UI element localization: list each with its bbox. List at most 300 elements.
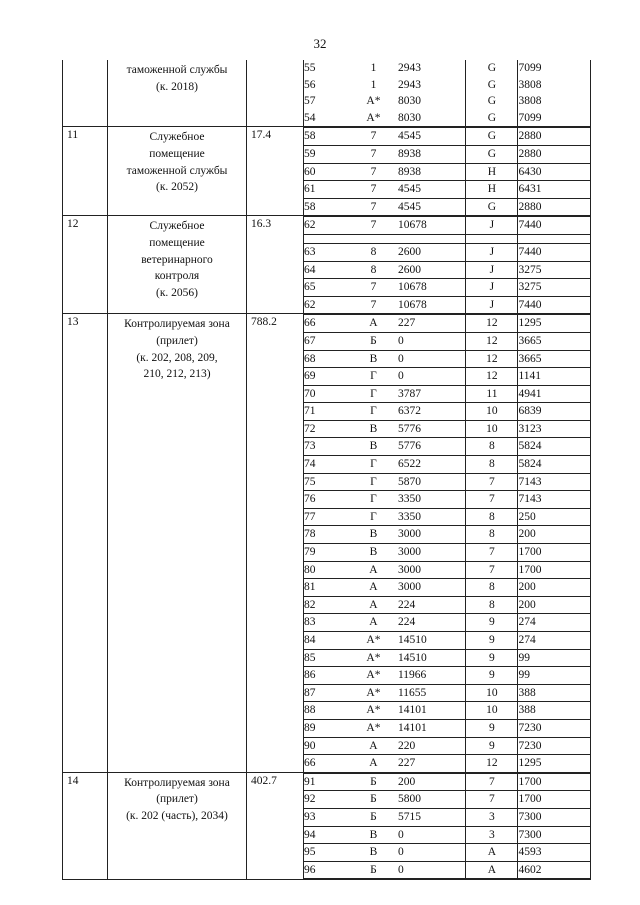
point-number: 69 <box>304 368 349 386</box>
point-row <box>304 791 590 809</box>
point-x: 5800 <box>398 791 466 809</box>
point-x: 0 <box>398 861 466 879</box>
point-row <box>304 456 590 474</box>
premises-name-line: (прилет) <box>156 334 198 347</box>
point-y: 4941 <box>518 385 590 403</box>
point-y: 6430 <box>518 163 590 181</box>
point-number: 90 <box>304 737 349 755</box>
point-y: 3808 <box>518 95 542 108</box>
point-number: 94 <box>304 826 349 844</box>
point-mark: А <box>349 315 398 333</box>
premises-name <box>108 772 247 880</box>
point-letter: 12 <box>466 315 518 333</box>
point-letter: 8 <box>466 508 518 526</box>
point-mark: Г <box>349 456 398 474</box>
item-number <box>63 60 108 127</box>
point-y: 3808 <box>518 78 542 91</box>
point-number: 79 <box>304 544 349 562</box>
point-mark: 7 <box>349 128 398 146</box>
point-letter: 9 <box>466 632 518 650</box>
premises-name-line: 210, 212, 213) <box>143 368 211 381</box>
point-letter: 9 <box>466 667 518 685</box>
point-mark: А <box>349 561 398 579</box>
point-x: 5776 <box>398 438 466 456</box>
point-y: 99 <box>518 649 590 667</box>
point-row <box>304 667 590 685</box>
point-row <box>304 526 590 544</box>
point-y: 7440 <box>518 243 590 261</box>
point-mark: В <box>349 826 398 844</box>
point-number: 86 <box>304 667 349 685</box>
table-group-row <box>63 60 591 127</box>
point-mark: А <box>349 596 398 614</box>
point-row <box>304 315 590 333</box>
point-y: 7099 <box>518 62 542 74</box>
point-number: 63 <box>304 243 349 261</box>
point-row <box>304 596 590 614</box>
table-group-row <box>63 216 591 314</box>
premises-name-line: таможенной службы <box>126 164 228 177</box>
point-x: 8938 <box>398 145 466 163</box>
point-letter: 7 <box>466 773 518 791</box>
point-letter: 8 <box>466 596 518 614</box>
point-row <box>304 491 590 509</box>
point-row <box>304 77 590 94</box>
premises-name-line: (к. 202, 208, 209, <box>136 351 218 364</box>
point-x: 0 <box>398 350 466 368</box>
point-x: 224 <box>398 596 466 614</box>
point-number: 60 <box>304 163 349 181</box>
point-mark: 7 <box>349 198 398 215</box>
point-x: 14101 <box>398 702 466 720</box>
point-mark: А* <box>349 702 398 720</box>
point-y: 3665 <box>518 350 590 368</box>
point-x: 3000 <box>398 526 466 544</box>
premises-name-line: (к. 2052) <box>156 181 198 194</box>
point-letter: 10 <box>466 403 518 421</box>
point-y: 3275 <box>518 261 590 279</box>
point-letter: G <box>466 145 518 163</box>
premises-name-line: Контролируемая зона <box>124 776 230 789</box>
item-number: 11 <box>63 127 108 216</box>
point-mark: А <box>349 737 398 755</box>
point-number: 55 <box>304 62 316 74</box>
point-number: 93 <box>304 808 349 826</box>
point-number: 54 <box>304 111 316 124</box>
point-letter: J <box>466 279 518 297</box>
point-letter: G <box>466 77 518 94</box>
point-y: 3665 <box>518 332 590 350</box>
point-y: 1700 <box>518 791 590 809</box>
point-row <box>304 544 590 562</box>
point-x: 10678 <box>398 296 466 313</box>
point-y: 388 <box>518 684 590 702</box>
point-row <box>304 128 590 146</box>
point-letter: 7 <box>466 544 518 562</box>
point-row <box>304 110 590 127</box>
point-letter: 3 <box>466 826 518 844</box>
point-row <box>304 243 590 261</box>
point-x: 3787 <box>398 385 466 403</box>
point-letter: 7 <box>466 491 518 509</box>
coordinate-points <box>304 60 590 126</box>
point-x: 10678 <box>398 279 466 297</box>
premises-name <box>108 216 247 314</box>
point-x: 10678 <box>398 217 466 235</box>
point-number: 72 <box>304 420 349 438</box>
area-value: 17.4 <box>247 127 304 216</box>
point-x: 8030 <box>398 93 466 110</box>
point-row <box>304 296 590 313</box>
point-number: 92 <box>304 791 349 809</box>
point-x: 14101 <box>398 719 466 737</box>
point-y: 2880 <box>518 145 590 163</box>
point-x: 5870 <box>398 473 466 491</box>
point-row <box>304 702 590 720</box>
point-row <box>304 579 590 597</box>
premises-name-line: (к. 2056) <box>156 286 198 299</box>
premises-name-line: контроля <box>154 270 200 283</box>
point-x: 3000 <box>398 561 466 579</box>
point-number: 73 <box>304 438 349 456</box>
point-letter: 10 <box>466 684 518 702</box>
point-y: 1141 <box>518 368 590 386</box>
point-mark: А <box>349 755 398 772</box>
item-number: 14 <box>63 772 108 880</box>
point-row <box>304 93 590 110</box>
point-y: 4602 <box>518 861 590 879</box>
point-x: 2943 <box>398 60 466 77</box>
point-row <box>304 198 590 215</box>
point-y: 2880 <box>518 128 590 146</box>
point-y: 6839 <box>518 403 590 421</box>
point-number: 59 <box>304 145 349 163</box>
point-letter: 11 <box>466 385 518 403</box>
point-row <box>304 145 590 163</box>
point-x: 14510 <box>398 632 466 650</box>
point-mark: 1 <box>370 78 377 91</box>
point-number: 68 <box>304 350 349 368</box>
point-y: 250 <box>518 508 590 526</box>
point-number: 82 <box>304 596 349 614</box>
point-number: 64 <box>304 261 349 279</box>
point-number: 56 <box>304 78 316 91</box>
point-number: 91 <box>304 773 349 791</box>
point-y: 274 <box>518 632 590 650</box>
premises-name <box>108 127 247 216</box>
point-y: 7230 <box>518 737 590 755</box>
point-number: 58 <box>304 198 349 215</box>
point-mark: 7 <box>349 217 398 235</box>
page-number: 32 <box>313 36 327 51</box>
point-letter: 10 <box>466 702 518 720</box>
point-x: 6372 <box>398 403 466 421</box>
point-x: 4545 <box>398 181 466 199</box>
point-mark: Б <box>349 773 398 791</box>
point-letter: А <box>466 861 518 879</box>
point-mark: А* <box>366 111 381 124</box>
point-x: 5776 <box>398 420 466 438</box>
point-x: 2600 <box>398 261 466 279</box>
point-y: 5824 <box>518 456 590 474</box>
point-mark: Г <box>349 473 398 491</box>
point-y: 3275 <box>518 279 590 297</box>
point-mark: В <box>349 350 398 368</box>
point-mark: В <box>349 420 398 438</box>
point-number: 58 <box>304 128 349 146</box>
premises-name-line: Служебное <box>149 220 205 233</box>
point-number: 84 <box>304 632 349 650</box>
premises-name-line: помещение <box>149 147 205 160</box>
point-row <box>304 368 590 386</box>
point-y: 7440 <box>518 217 590 235</box>
point-letter: 7 <box>466 561 518 579</box>
point-y: 1295 <box>518 755 590 772</box>
point-number: 81 <box>304 579 349 597</box>
point-number: 74 <box>304 456 349 474</box>
point-letter: 9 <box>466 614 518 632</box>
point-mark: Б <box>349 332 398 350</box>
point-letter: 9 <box>466 649 518 667</box>
point-row <box>304 385 590 403</box>
point-y: 7230 <box>518 719 590 737</box>
point-number: 66 <box>304 315 349 333</box>
point-x: 2600 <box>398 243 466 261</box>
point-letter: H <box>466 163 518 181</box>
point-letter: J <box>466 261 518 279</box>
point-y: 6431 <box>518 181 590 199</box>
point-letter: J <box>466 296 518 313</box>
point-number: 66 <box>304 755 349 772</box>
point-x: 3000 <box>398 579 466 597</box>
point-mark: Г <box>349 508 398 526</box>
point-letter: G <box>466 128 518 146</box>
premises-name <box>108 60 247 127</box>
point-x: 8030 <box>398 110 466 127</box>
point-mark: В <box>349 544 398 562</box>
point-y: 388 <box>518 702 590 720</box>
point-number: 70 <box>304 385 349 403</box>
point-row <box>304 261 590 279</box>
point-y: 5824 <box>518 438 590 456</box>
item-number: 12 <box>63 216 108 314</box>
point-row <box>304 861 590 879</box>
point-row <box>304 438 590 456</box>
point-row <box>304 773 590 791</box>
point-letter: 9 <box>466 737 518 755</box>
point-letter: G <box>466 60 518 77</box>
point-mark: Г <box>349 368 398 386</box>
point-y: 7143 <box>518 491 590 509</box>
coordinate-points <box>304 314 590 771</box>
point-number: 89 <box>304 719 349 737</box>
point-row <box>304 844 590 862</box>
point-row <box>304 181 590 199</box>
point-y: 7300 <box>518 808 590 826</box>
point-y: 7099 <box>518 111 542 124</box>
point-y: 274 <box>518 614 590 632</box>
point-row <box>304 350 590 368</box>
point-mark: А* <box>349 719 398 737</box>
premises-name <box>108 314 247 772</box>
point-y: 200 <box>518 596 590 614</box>
point-number: 95 <box>304 844 349 862</box>
point-x: 3000 <box>398 544 466 562</box>
point-row <box>304 473 590 491</box>
point-letter: J <box>466 217 518 235</box>
point-row <box>304 719 590 737</box>
point-letter: 8 <box>466 438 518 456</box>
point-y: 1700 <box>518 544 590 562</box>
point-row <box>304 684 590 702</box>
premises-name-line: (к. 2018) <box>156 80 198 93</box>
point-number: 85 <box>304 649 349 667</box>
premises-name-line: (прилет) <box>156 793 198 806</box>
point-x: 0 <box>398 826 466 844</box>
point-mark: А <box>349 614 398 632</box>
point-x: 4545 <box>398 198 466 215</box>
table-group-row <box>63 772 591 880</box>
point-x: 6522 <box>398 456 466 474</box>
point-number: 88 <box>304 702 349 720</box>
point-number: 61 <box>304 181 349 199</box>
point-mark: 7 <box>349 296 398 313</box>
point-row <box>304 420 590 438</box>
point-row <box>304 614 590 632</box>
point-letter: 9 <box>466 719 518 737</box>
point-x: 4545 <box>398 128 466 146</box>
point-x: 8938 <box>398 163 466 181</box>
point-x: 0 <box>398 844 466 862</box>
point-x: 5715 <box>398 808 466 826</box>
point-row <box>304 737 590 755</box>
point-x: 3350 <box>398 508 466 526</box>
point-x: 14510 <box>398 649 466 667</box>
point-mark: 7 <box>349 279 398 297</box>
point-mark: В <box>349 438 398 456</box>
point-x: 11966 <box>398 667 466 685</box>
point-mark: Г <box>349 491 398 509</box>
point-x: 0 <box>398 332 466 350</box>
table-group-row <box>63 314 591 772</box>
point-y: 4593 <box>518 844 590 862</box>
point-y: 99 <box>518 667 590 685</box>
point-mark: Б <box>349 861 398 879</box>
point-letter: 12 <box>466 755 518 772</box>
point-y: 200 <box>518 526 590 544</box>
point-y: 1700 <box>518 561 590 579</box>
point-mark: Г <box>349 403 398 421</box>
point-number: 62 <box>304 217 349 235</box>
point-mark: Б <box>349 791 398 809</box>
point-mark: 8 <box>349 243 398 261</box>
point-mark: А* <box>349 649 398 667</box>
point-row <box>304 508 590 526</box>
point-row <box>304 60 590 77</box>
point-y: 2880 <box>518 198 590 215</box>
area-value: 16.3 <box>247 216 304 314</box>
point-letter: 3 <box>466 808 518 826</box>
coordinate-points <box>304 773 590 880</box>
premises-name-line: Контролируемая зона <box>124 318 230 331</box>
point-row <box>304 403 590 421</box>
table-group-row <box>63 127 591 216</box>
premises-name-line: таможенной службы <box>126 64 228 76</box>
point-y: 1700 <box>518 773 590 791</box>
point-mark: Б <box>349 808 398 826</box>
point-letter: 7 <box>466 791 518 809</box>
point-y: 7300 <box>518 826 590 844</box>
premises-name-line: (к. 202 (часть), 2034) <box>126 809 228 822</box>
point-mark: А* <box>349 667 398 685</box>
point-row <box>304 217 590 235</box>
point-letter: 8 <box>466 456 518 474</box>
point-mark: А* <box>366 95 381 108</box>
point-letter: А <box>466 844 518 862</box>
point-number: 87 <box>304 684 349 702</box>
point-x: 227 <box>398 315 466 333</box>
point-number: 76 <box>304 491 349 509</box>
point-x: 2943 <box>398 77 466 94</box>
point-number: 80 <box>304 561 349 579</box>
point-number: 71 <box>304 403 349 421</box>
point-letter: 10 <box>466 420 518 438</box>
point-number: 77 <box>304 508 349 526</box>
point-mark: 7 <box>349 145 398 163</box>
area-value <box>247 60 304 127</box>
point-x: 11655 <box>398 684 466 702</box>
point-mark: 8 <box>349 261 398 279</box>
point-x: 200 <box>398 773 466 791</box>
point-number: 62 <box>304 296 349 313</box>
point-number: 57 <box>304 95 316 108</box>
point-row <box>304 561 590 579</box>
point-mark: 1 <box>370 62 377 74</box>
point-mark: А* <box>349 684 398 702</box>
point-row <box>304 279 590 297</box>
point-mark: В <box>349 526 398 544</box>
point-mark: В <box>349 844 398 862</box>
area-value: 402.7 <box>247 772 304 880</box>
point-y: 7440 <box>518 296 590 313</box>
point-mark: 7 <box>349 163 398 181</box>
point-number: 75 <box>304 473 349 491</box>
point-y: 3123 <box>518 420 590 438</box>
point-letter: H <box>466 181 518 199</box>
point-row <box>304 332 590 350</box>
point-x: 227 <box>398 755 466 772</box>
point-row <box>304 755 590 772</box>
point-letter: 8 <box>466 579 518 597</box>
point-row <box>304 826 590 844</box>
point-y: 200 <box>518 579 590 597</box>
premises-name-line: ветеринарного <box>141 253 213 266</box>
item-number: 13 <box>63 314 108 772</box>
point-x: 0 <box>398 368 466 386</box>
point-mark: А <box>349 579 398 597</box>
point-letter: 7 <box>466 473 518 491</box>
coordinate-points <box>304 216 590 313</box>
point-number: 67 <box>304 332 349 350</box>
point-letter: G <box>466 198 518 215</box>
point-letter: 8 <box>466 526 518 544</box>
point-row <box>304 808 590 826</box>
point-letter: J <box>466 243 518 261</box>
point-number: 65 <box>304 279 349 297</box>
coordinate-points <box>304 127 590 215</box>
coordinates-table <box>62 60 591 880</box>
point-row <box>304 649 590 667</box>
